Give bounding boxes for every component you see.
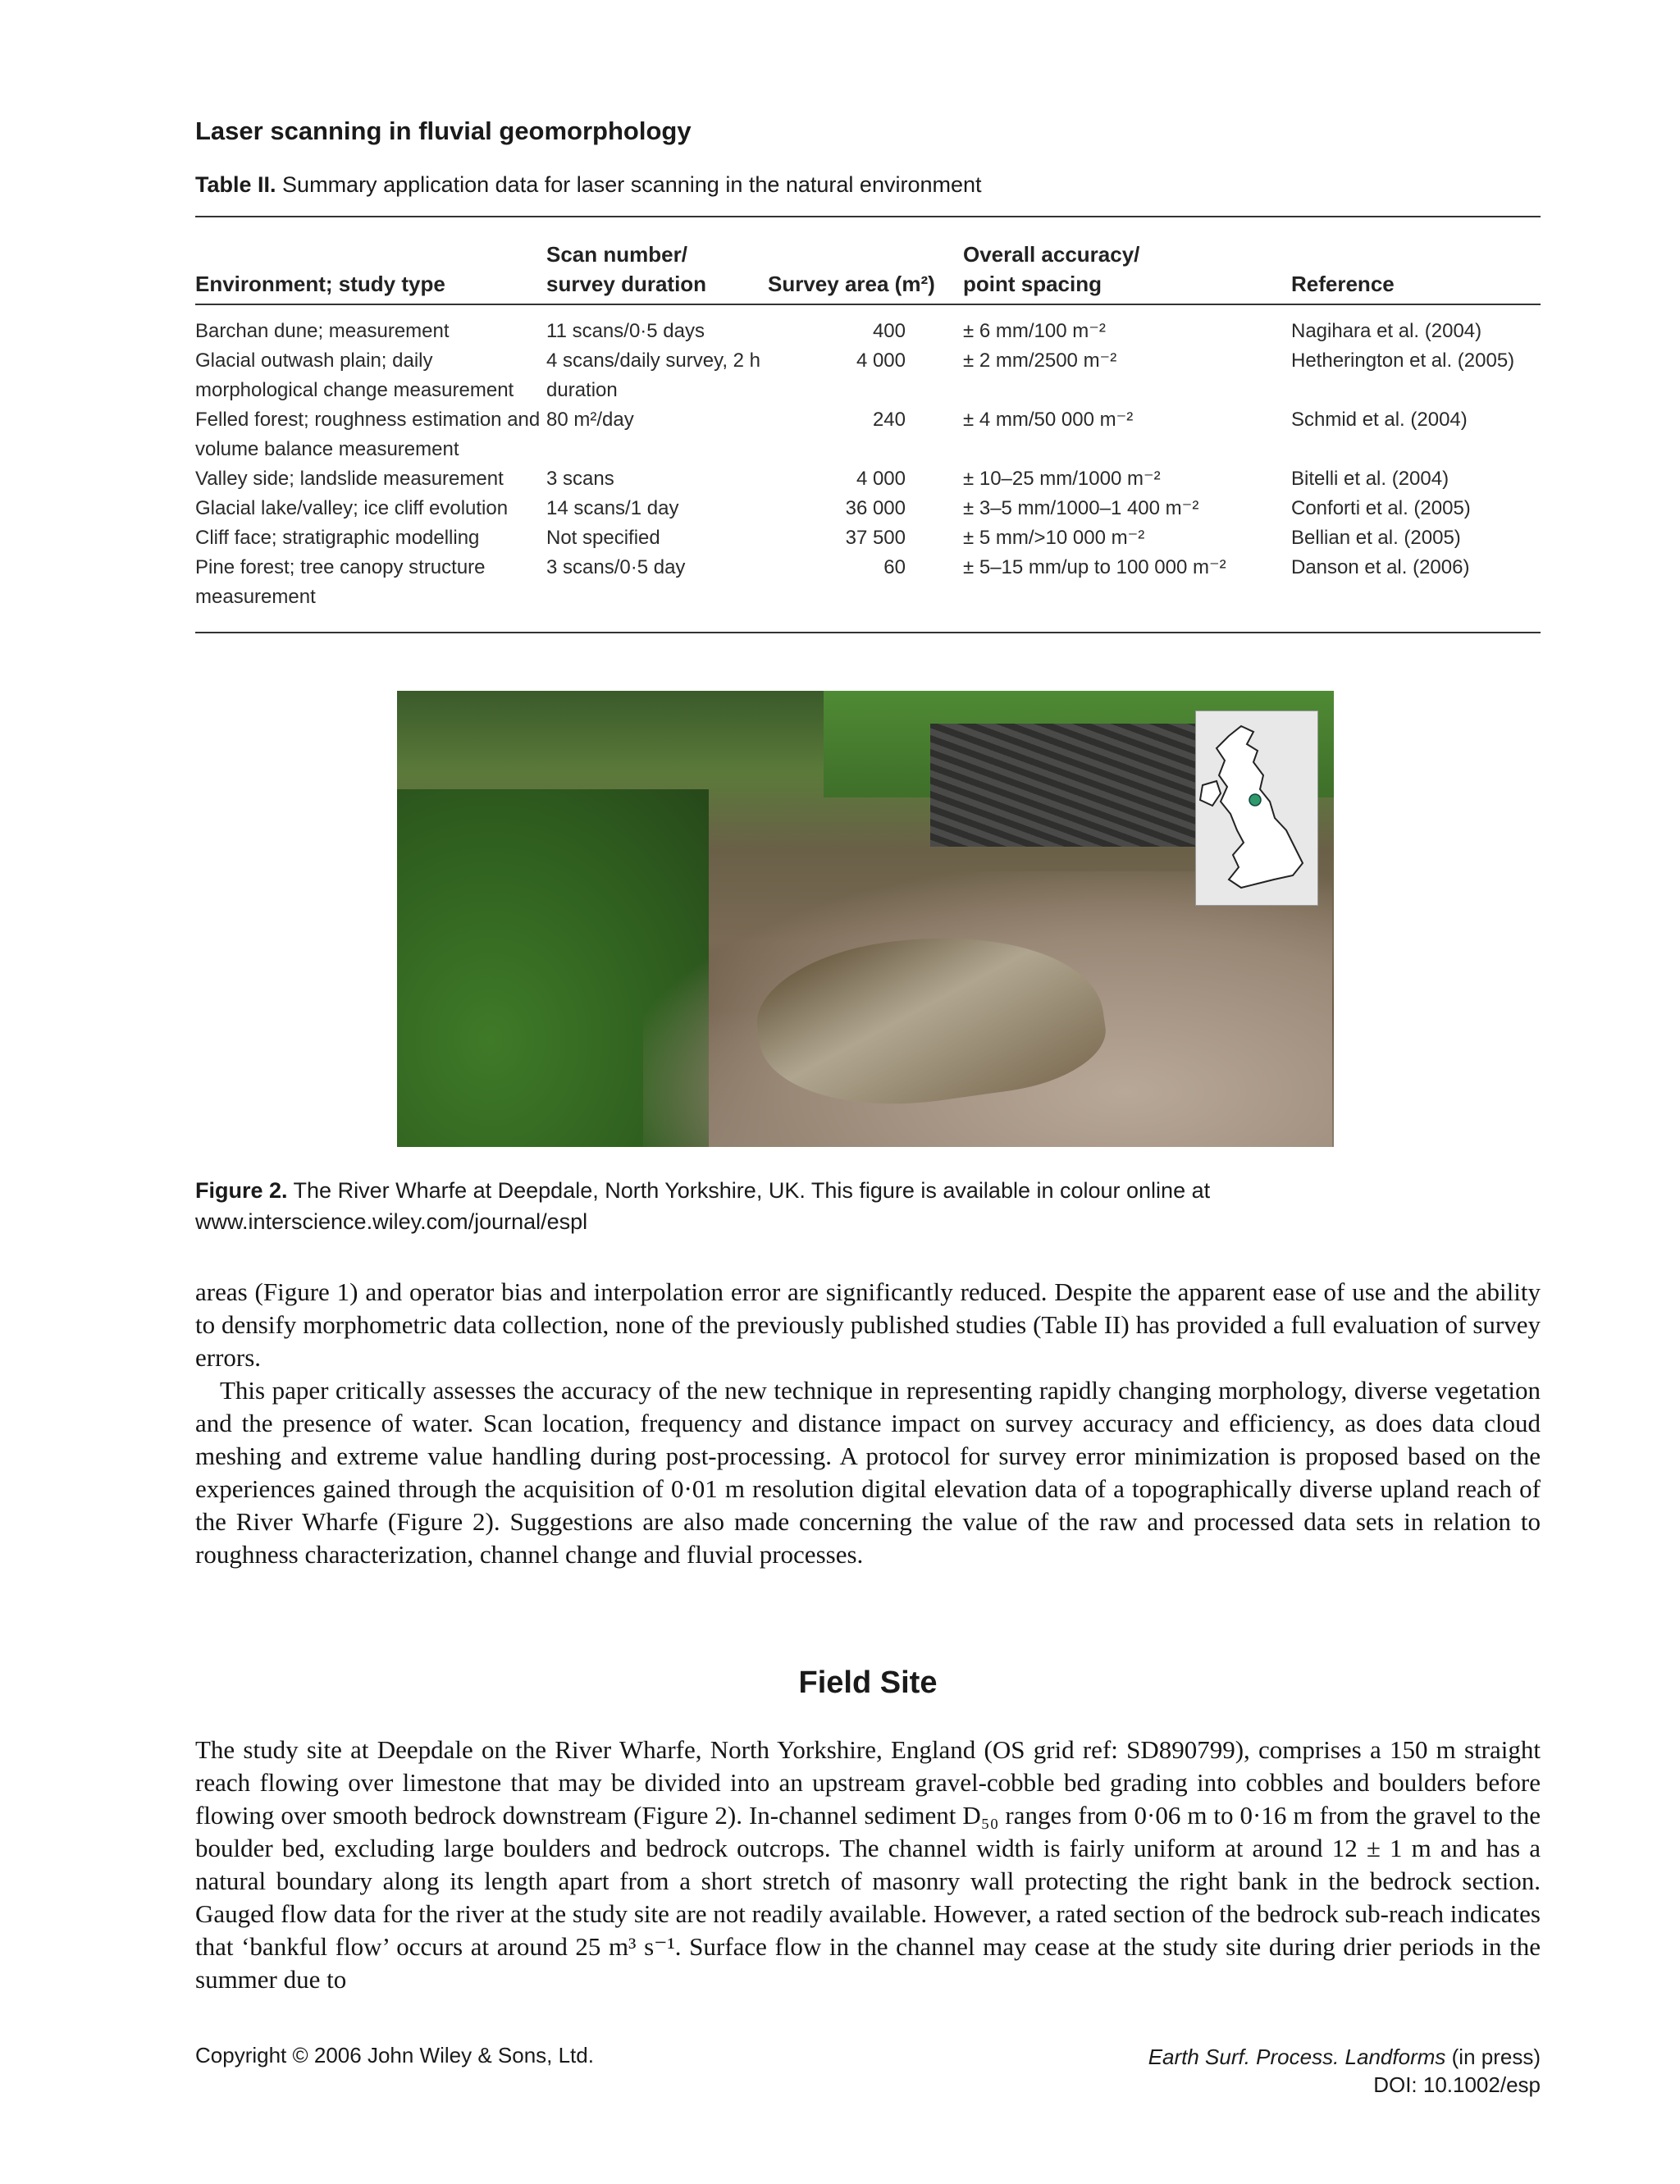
- cell-scan: 3 scans/0·5 day: [546, 556, 686, 578]
- cell-reference: Schmid et al. (2004): [1291, 409, 1468, 431]
- cell-scan: Not specified: [546, 527, 660, 549]
- table-label: Table II.: [195, 172, 276, 197]
- cell-env: Valley side; landslide measurement: [195, 468, 504, 490]
- cell-area: 37 500: [845, 527, 906, 549]
- cell-area: 400: [872, 320, 906, 342]
- cell-accuracy: ± 10–25 mm/1000 m⁻²: [963, 468, 1161, 490]
- section-heading: Field Site: [798, 1665, 938, 1700]
- table-row: [195, 494, 1541, 523]
- cell-accuracy: ± 4 mm/50 000 m⁻²: [963, 409, 1134, 431]
- figure-caption: [195, 1175, 1541, 1237]
- cell-scan: 3 scans: [546, 468, 614, 490]
- footer-copyright: Copyright © 2006 John Wiley & Sons, Ltd.: [195, 2043, 594, 2067]
- table-row: [195, 553, 1541, 612]
- publication-status: (in press): [1451, 2045, 1541, 2069]
- cell-env: Felled forest; roughness estimation and volume balance measurement: [195, 409, 541, 460]
- cell-env: Pine forest; tree canopy structure measurement: [195, 556, 486, 608]
- cell-scan: 4 scans/daily survey, 2 h duration: [546, 350, 761, 401]
- header-survey-area: Survey area (m²): [768, 272, 935, 296]
- figure-caption-text: The River Wharfe at Deepdale, North Yorkshire, UK. This figure is available in colour online at www.interscience.wiley.com/journal/espl: [195, 1178, 1211, 1234]
- table-caption: [195, 172, 982, 198]
- cell-scan: 11 scans/0·5 days: [546, 320, 705, 342]
- cell-area: 240: [872, 409, 906, 431]
- cell-area: 4 000: [856, 468, 906, 490]
- paragraph: areas (Figure 1) and operator bias and interpolation error are significantly reduced. Despite the apparent ease of use and the ability to densify morphometric data collection, none of the previously published studies (Table II) has provided a full evaluation of survey errors.: [195, 1277, 1541, 1372]
- header-scan-number: Scan number/ survey duration: [546, 242, 707, 296]
- paragraph: This paper critically assesses the accuracy of the new technique in representing rapidly changing morphology, diverse vegetation and the presence of water. Scan location, frequency and distance impact on survey accuracy and efficiency, as does data cloud meshing and extreme value handling during post-processing. A protocol for survey error minimization is proposed based on the experiences gained through the acquisition of 0·01 m resolution digital elevation data of a topographically diverse upland reach of the River Wharfe (Figure 2). Suggestions are also made concerning the value of the raw and processed data sets in relation to roughness characterization, channel change and fluvial processes.: [195, 1376, 1541, 1569]
- cell-accuracy: ± 5 mm/>10 000 m⁻²: [963, 527, 1145, 549]
- cell-env: Glacial outwash plain; daily morphological change measurement: [195, 350, 514, 401]
- header-accuracy: Overall accuracy/ point spacing: [963, 242, 1140, 296]
- river-photo: [397, 691, 1334, 1147]
- table-row: [195, 464, 1541, 494]
- data-table: [195, 230, 1541, 612]
- cell-env: Barchan dune; measurement: [195, 320, 450, 342]
- uk-map-icon: [1196, 711, 1317, 905]
- cell-accuracy: ± 2 mm/2500 m⁻²: [963, 350, 1117, 372]
- table-caption-text: Summary application data for laser scanning in the natural environment: [282, 172, 982, 197]
- cell-scan: 80 m²/day: [546, 409, 634, 431]
- table-top-rule: [195, 216, 1541, 217]
- cell-area: 60: [883, 556, 906, 578]
- table-row: [195, 299, 1541, 346]
- cell-area: 4 000: [856, 350, 906, 372]
- table-row: [195, 346, 1541, 405]
- header-environment: Environment; study type: [195, 272, 445, 296]
- cell-reference: Hetherington et al. (2005): [1291, 350, 1515, 372]
- field-site-text: [195, 1734, 1541, 1996]
- cell-reference: Danson et al. (2006): [1291, 556, 1470, 578]
- footer-citation: [1148, 2043, 1541, 2099]
- cell-area: 36 000: [845, 497, 906, 519]
- paragraph: The study site at Deepdale on the River Wharfe, North Yorkshire, England (OS grid ref: SD890799), comprises a 150 m straight reach flowing over limestone that may be divided into an upstream gravel-cobble bed grading into cobbles and boulders before flowing over smooth bedrock downstream (Figure 2). In-channel sediment D₅₀ ranges from 0·06 m to 0·16 m from the gravel to the boulder bed, excluding large boulders and bedrock outcrops. The channel width is fairly uniform at around 12 ± 1 m and has a natural boundary along its length apart from a short stretch of masonry wall protecting the right bank in the bedrock section. Gauged flow data for the river at the study site are not readily available. However, a rated section of the bedrock sub-reach indicates that ‘bankful flow’ occurs at around 25 m³ s⁻¹. Surface flow in the channel may cease at the study site during drier periods in the summer due to: [195, 1735, 1541, 1994]
- doi: DOI: 10.1002/esp: [1373, 2072, 1541, 2097]
- table-row: [195, 405, 1541, 464]
- table-row: [195, 523, 1541, 553]
- site-marker-icon: [1249, 794, 1261, 806]
- journal-name: Earth Surf. Process. Landforms: [1148, 2045, 1446, 2069]
- cell-reference: Conforti et al. (2005): [1291, 497, 1471, 519]
- figure-label: Figure 2.: [195, 1178, 288, 1203]
- cell-env: Glacial lake/valley; ice cliff evolution: [195, 497, 509, 519]
- uk-location-map: [1195, 710, 1318, 906]
- running-head: Laser scanning in fluvial geomorphology: [195, 117, 692, 145]
- cell-env: Cliff face; stratigraphic modelling: [195, 527, 480, 549]
- body-text: [195, 1276, 1541, 1571]
- cell-reference: Nagihara et al. (2004): [1291, 320, 1482, 342]
- cell-scan: 14 scans/1 day: [546, 497, 679, 519]
- table-bottom-rule: [195, 632, 1541, 633]
- cell-accuracy: ± 5–15 mm/up to 100 000 m⁻²: [963, 556, 1226, 578]
- cell-accuracy: ± 3–5 mm/1000–1 400 m⁻²: [963, 497, 1199, 519]
- header-reference: Reference: [1291, 272, 1395, 296]
- cell-reference: Bitelli et al. (2004): [1291, 468, 1449, 490]
- cell-reference: Bellian et al. (2005): [1291, 527, 1461, 549]
- table-header-row: [195, 230, 1541, 299]
- cell-accuracy: ± 6 mm/100 m⁻²: [963, 320, 1106, 342]
